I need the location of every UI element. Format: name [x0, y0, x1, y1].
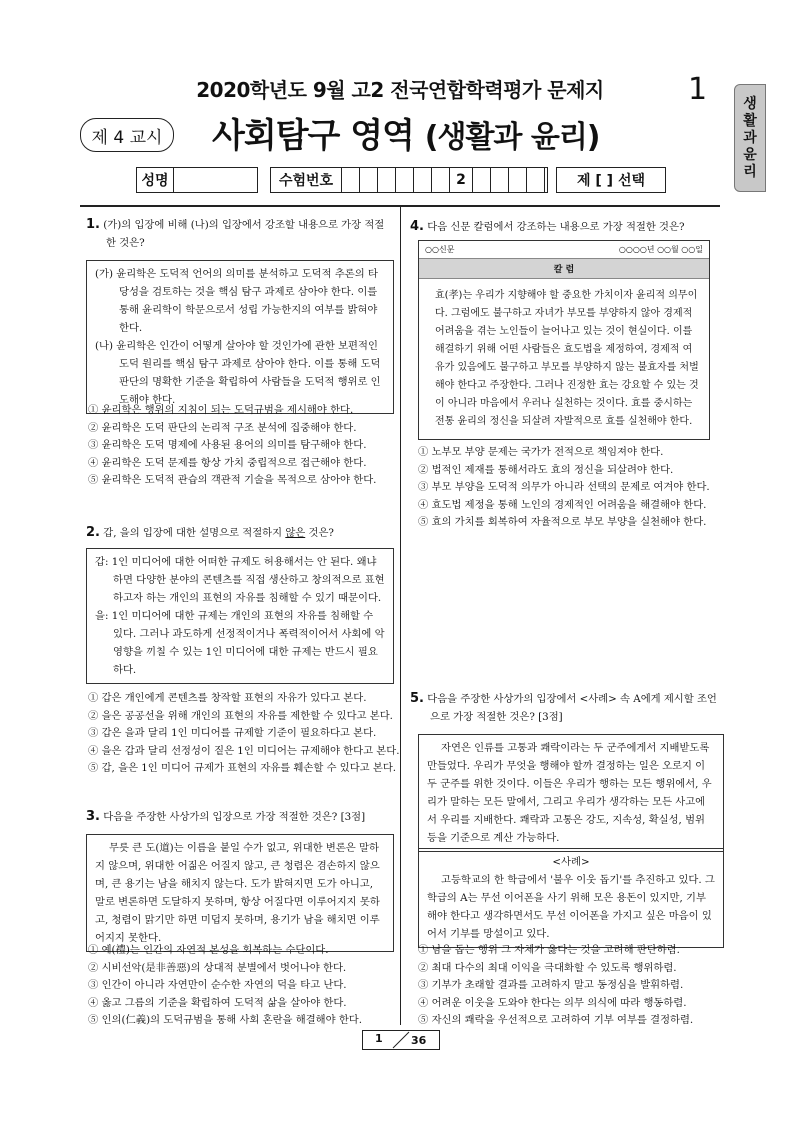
question-number: 5.: [410, 691, 424, 706]
option[interactable]: ① 노부모 부양 문제는 국가가 전적으로 책임져야 한다.: [418, 446, 664, 458]
digit-box: [450, 168, 473, 192]
news-column-heading: 칼 럼: [419, 259, 709, 279]
column-divider: [400, 207, 401, 1025]
question-stem-underline: 않은: [285, 527, 306, 539]
session-badge: 제 4 교시: [80, 118, 174, 152]
question-number: 2.: [86, 525, 100, 540]
news-body: 효(孝)는 우리가 지향해야 할 중요한 가치이자 윤리적 의무이다. 그럼에도 불구하고 자녀가 부모를 부양하지 않아 경제적 어려움을 겪는 노인들이 늘어나고 있는 것이 현실이다. 이를 해결하기 위해 어떤 사람들은 효도법을 제정하여, 경제적 여유가 있음에도 불구하고 부모를 부양하지 않는 불효자를 처벌해야 한다고 주장한다. 그러나 진정한 효는 강요할 수 있는 것이 아니라 마음에서 우러나 실천하는 것이다. 효를 중시하는 전통 윤리의 정신을 되살려 자발적으로 효를 실천해야 한다.: [435, 290, 699, 427]
page-current: 1: [375, 1032, 383, 1045]
option[interactable]: ① 예(禮)는 인간의 자연적 본성을 회복하는 수단이다.: [88, 944, 329, 956]
page-number: 1: [688, 72, 708, 107]
side-tab-char: 생: [743, 95, 757, 112]
option[interactable]: ⑤ 인의(仁義)의 도덕규범을 통해 사회 혼란을 해결해야 한다.: [88, 1014, 362, 1027]
option[interactable]: ① 윤리학은 행위의 지침이 되는 도덕규범을 제시해야 한다.: [88, 404, 354, 416]
option[interactable]: ⑤ 효의 가치를 회복하여 자율적으로 부모 부양을 실천해야 한다.: [418, 516, 707, 529]
q2-options: [88, 690, 398, 778]
passage-na: (나) 윤리학은 인간이 어떻게 살아야 할 것인가에 관한 보편적인 도덕 원리를 핵심 탐구 과제로 삼아야 한다. 이를 통해 도덕 판단의 명확한 기준을 확립하여 사람들을 도덕적 행위로 인도해야 한다.: [95, 340, 381, 406]
question-3: [86, 808, 392, 826]
case-title: <사례>: [552, 856, 590, 868]
passage-ga: (가) 윤리학은 도덕적 언어의 의미를 분석하고 도덕적 추론의 타당성을 검토하는 것을 핵심 탐구 과제로 삼아야 한다. 이를 통해 윤리학이 학문으로서 성립 가능한지의 여부를 밝혀야 한다.: [95, 268, 378, 334]
option[interactable]: ③ 부모 부양을 도덕적 의무가 아니라 선택의 문제로 여겨야 한다.: [418, 481, 710, 494]
side-tab-char: 리: [743, 163, 757, 180]
option[interactable]: ② 을은 공공선을 위해 개인의 표현의 자유를 제한할 수 있다고 본다.: [88, 709, 393, 722]
q1-options: [88, 402, 398, 490]
subject-subtitle: (생활과 윤리): [424, 120, 600, 155]
option[interactable]: ③ 갑은 을과 달리 1인 미디어를 규제할 기준이 필요하다고 본다.: [88, 727, 377, 740]
option[interactable]: ④ 어려운 이웃을 도와야 한다는 의무 의식에 따라 행동하렴.: [418, 996, 687, 1009]
page-indicator: [362, 1030, 440, 1050]
subject-name: 사회탐구 영역: [212, 116, 414, 156]
name-field: [136, 167, 258, 193]
case-body: 고등학교의 한 학급에서 '불우 이웃 돕기'를 추진하고 있다. 그 학급의 A는 무선 이어폰을 사기 위해 모은 용돈이 있지만, 기부해야 한다고 생각하면서도 무선 이어폰을 가지고 싶은 마음이 있어서 기부를 망설이고 있다.: [427, 874, 715, 940]
question-1: [86, 216, 392, 252]
q2-passage-box: [86, 548, 394, 684]
digit-box: [432, 168, 450, 192]
question-stem: 다음 신문 칼럼에서 강조하는 내용으로 가장 적절한 것은?: [427, 221, 685, 233]
question-number: 4.: [410, 219, 424, 234]
digit-box: [509, 168, 527, 192]
digit-box: [396, 168, 414, 192]
q3-passage-box: 무릇 큰 도(道)는 이름을 붙일 수가 없고, 위대한 변론은 말하지 않으며, 위대한 어짊은 어질지 않고, 큰 청렴은 겸손하지 않으며, 큰 용기는 남을 해치지 않는다. 도가 밝혀지면 도가 아니고, 말로 변론하면 도달하지 못하며, 항상 어질다면 이루어지지 못하고, 청렴이 맑기만 하면 미덥지 못하며, 용기가 남을 해치면 이루어지지 못한다.: [86, 834, 394, 952]
option[interactable]: ② 윤리학은 도덕 판단의 논리적 구조 분석에 집중해야 한다.: [88, 421, 357, 434]
passage-gap: 갑: 1인 미디어에 대한 어떠한 규제도 허용해서는 안 된다. 왜냐하면 다양한 분야의 콘텐츠를 직접 생산하고 창의적으로 표현하고자 하는 개인의 표현의 자유를 침해할 수 있기 때문이다.: [95, 556, 385, 604]
digit-box: [527, 168, 545, 192]
q5-case-box: [418, 848, 724, 948]
exam-number-label: 수험번호: [271, 168, 342, 192]
q4-options: [418, 444, 728, 532]
digit-box: [360, 168, 378, 192]
option[interactable]: ③ 기부가 초래할 결과를 고려하지 말고 동정심을 발휘하렴.: [418, 979, 684, 992]
question-stem: 다음을 주장한 사상가의 입장에서 <사례> 속 A에게 제시할 조언으로 가장 적절한 것은? [3점]: [427, 693, 717, 723]
option[interactable]: ① 남을 돕는 행위 그 자체가 옳다는 것을 고려해 판단하렴.: [418, 944, 680, 956]
q5-options: [418, 942, 728, 1030]
side-tab-char: 과: [743, 129, 757, 146]
question-4: [410, 218, 720, 236]
option[interactable]: ③ 인간이 아니라 자연만이 순수한 자연의 덕을 타고 난다.: [88, 979, 347, 992]
digit-box: [473, 168, 491, 192]
name-box: [174, 168, 257, 192]
side-tab-char: 윤: [743, 146, 757, 163]
side-tab-char: 활: [743, 112, 757, 129]
name-label: 성명: [137, 168, 174, 192]
option[interactable]: ④ 윤리학은 도덕 문제를 항상 가치 중립적으로 접근해야 한다.: [88, 456, 367, 469]
option[interactable]: ④ 을은 갑과 달리 선정성이 짙은 1인 미디어는 규제해야 한다고 본다.: [88, 744, 400, 757]
news-date: ○○○○년 ○○월 ○○일: [618, 245, 703, 254]
choice-label: 제 [ ] 선택: [577, 173, 645, 189]
passage-eul: 을: 1인 미디어에 대한 규제는 개인의 표현의 자유를 침해할 수 있다. 그러나 과도하게 선정적이거나 폭력적이어서 사회에 악영향을 끼칠 수 있는 1인 미디어에 대한 규제는 반드시 필요하다.: [95, 610, 385, 676]
option[interactable]: ② 시비선악(是非善惡)의 상대적 분별에서 벗어나야 한다.: [88, 961, 347, 974]
subject-title: [212, 108, 600, 157]
option[interactable]: ③ 윤리학은 도덕 명제에 사용된 용어의 의미를 탐구해야 한다.: [88, 439, 367, 452]
digit-box: [414, 168, 432, 192]
subject-side-tab: [734, 84, 766, 192]
digit-box: [491, 168, 509, 192]
question-number: 1.: [86, 217, 100, 232]
option[interactable]: ② 최대 다수의 최대 이익을 극대화할 수 있도록 행위하렴.: [418, 961, 677, 974]
choice-field: [556, 167, 666, 193]
digit-box: [545, 168, 547, 192]
digit-box: [378, 168, 396, 192]
q5-passage-box: 자연은 인류를 고통과 쾌락이라는 두 군주에게서 지배받도록 만들었다. 우리가 무엇을 행해야 할까 결정하는 일은 오로지 이 두 군주를 위한 것이다. 이들은 우리가 행하는 모든 행위에서, 우리가 말하는 모든 말에서, 그리고 우리가 생각하는 모든 사고에서 우리를 지배한다. 쾌락과 고통은 강도, 지속성, 확실성, 범위 등을 기준으로 계산 가능하다.: [418, 734, 724, 852]
exam-title: 2020학년도 9월 고2 전국연합학력평가 문제지: [196, 78, 604, 102]
question-2: [86, 524, 392, 542]
question-stem: (가)의 입장에 비해 (나)의 입장에서 강조할 내용으로 가장 적절한 것은?: [103, 219, 385, 249]
option[interactable]: ⑤ 윤리학은 도덕적 관습의 객관적 기술을 목적으로 삼아야 한다.: [88, 474, 377, 487]
option[interactable]: ④ 옳고 그름의 기준을 확립하여 도덕적 삶을 살아야 한다.: [88, 996, 347, 1009]
option[interactable]: ② 법적인 제재를 통해서라도 효의 정신을 되살려야 한다.: [418, 463, 674, 476]
question-stem: 갑, 을의 입장에 대한 설명으로 적절하지: [103, 527, 286, 539]
q3-options: [88, 942, 398, 1030]
q1-passage-box: [86, 260, 394, 414]
question-number: 3.: [86, 809, 100, 824]
question-stem: 다음을 주장한 사상가의 입장으로 가장 적절한 것은? [3점]: [103, 811, 366, 823]
digit-box: [342, 168, 360, 192]
news-source: ○○신문: [425, 245, 455, 254]
page-total: 36: [411, 1034, 427, 1047]
option[interactable]: ④ 효도법 제정을 통해 노인의 경제적인 어려움을 해결해야 한다.: [418, 498, 707, 511]
option[interactable]: ⑤ 갑, 을은 1인 미디어 규제가 표현의 자유를 훼손할 수 있다고 본다.: [88, 762, 397, 775]
newspaper-column: [418, 240, 710, 440]
question-5: [410, 690, 720, 726]
exam-number-field: [270, 167, 548, 193]
exam-digit: 2: [456, 172, 466, 188]
option[interactable]: ① 갑은 개인에게 콘텐츠를 창작할 표현의 자유가 있다고 본다.: [88, 692, 367, 704]
question-stem-end: 것은?: [305, 527, 334, 539]
option[interactable]: ⑤ 자신의 쾌락을 우선적으로 고려하여 기부 여부를 결정하렴.: [418, 1014, 694, 1027]
